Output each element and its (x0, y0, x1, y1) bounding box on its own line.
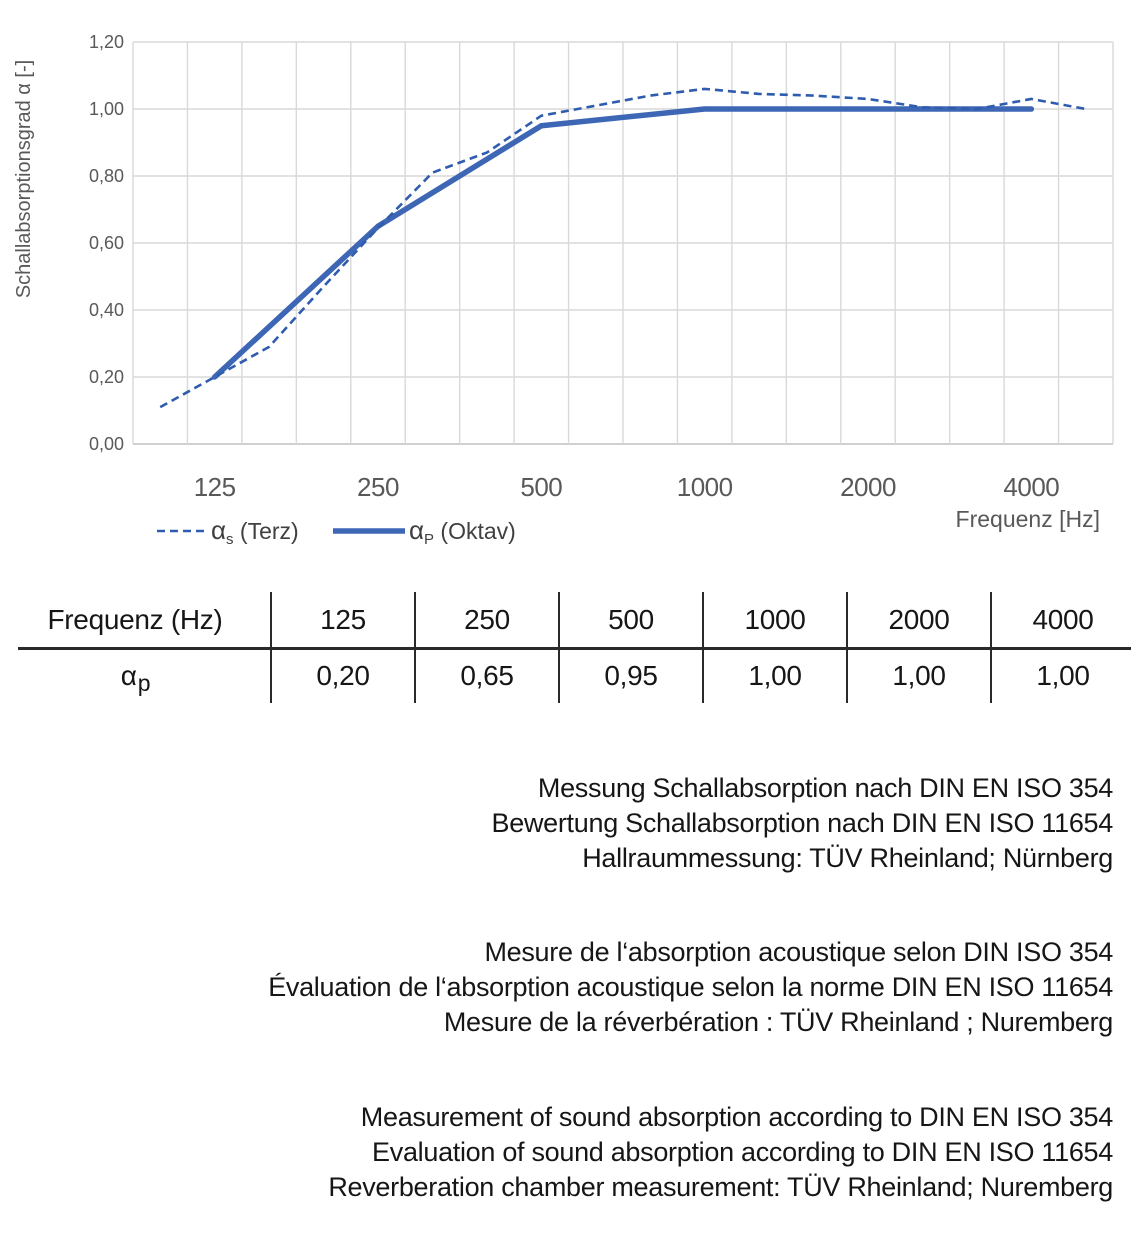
y-tick-label: 0,40 (88, 300, 124, 320)
note-line: Evaluation of sound absorption according to DIN EN ISO 11654 (372, 1137, 1113, 1167)
y-tick-label: 0,60 (88, 233, 124, 253)
table-row-value: 1,00 (702, 648, 846, 703)
note-line: Reverberation chamber measurement: TÜV Rheinland; Nuremberg (328, 1172, 1113, 1202)
y-tick-label: 1,20 (88, 32, 124, 52)
note-line: Mesure de l‘absorption acoustique selon DIN ISO 354 (484, 937, 1113, 967)
x-tick-label: 4000 (1003, 472, 1060, 502)
legend-label: $\alpha_s$ (Terz) (211, 515, 299, 548)
table-row-value: 1,00 (846, 648, 990, 703)
sound-absorption-chart (0, 0, 1135, 565)
x-tick-label: 500 (520, 472, 563, 502)
table-row-value: 0,20 (270, 648, 414, 703)
y-axis-title: Schallabsorptionsgrad α [-] (13, 59, 35, 299)
table-header-rule (18, 647, 1131, 650)
note-block-french (21, 935, 1113, 1040)
y-tick-label: 1,00 (88, 99, 124, 119)
note-line: Hallraummessung: TÜV Rheinland; Nürnberg (582, 843, 1113, 873)
absorption-coefficient-table (0, 592, 1135, 704)
table-row-value: 1,00 (990, 648, 1134, 703)
table-values-row (0, 648, 1135, 703)
note-line: Measurement of sound absorption according to DIN EN ISO 354 (360, 1102, 1113, 1132)
note-block-german (21, 771, 1113, 876)
note-line: Évaluation de l‘absorption acoustique selon la norme DIN EN ISO 11654 (268, 972, 1113, 1002)
y-tick-label: 0,20 (88, 367, 124, 387)
table-header-value: 2000 (846, 592, 990, 648)
table-header-value: 250 (414, 592, 558, 648)
x-tick-label: 1000 (676, 472, 733, 502)
table-header-row (0, 592, 1135, 648)
table-header-value: 1000 (702, 592, 846, 648)
legend-label: $\alpha_P$ (Oktav) (409, 515, 516, 548)
x-tick-label: 2000 (840, 472, 896, 502)
x-axis-title: Frequenz [Hz] (955, 506, 1100, 532)
table-header-value: 125 (270, 592, 414, 648)
table-row-value: 0,95 (558, 648, 702, 703)
note-line: Bewertung Schallabsorption nach DIN EN ISO 11654 (491, 808, 1113, 838)
y-tick-label: 0,80 (88, 166, 124, 186)
note-block-english (21, 1100, 1113, 1205)
note-line: Messung Schallabsorption nach DIN EN ISO 354 (537, 773, 1113, 803)
note-line: Mesure de la réverbération : TÜV Rheinland ; Nuremberg (443, 1007, 1113, 1037)
x-tick-label: 125 (193, 472, 236, 502)
table-row-label-alpha-p: α p (120, 659, 151, 696)
x-tick-label: 250 (357, 472, 399, 502)
table-header-value: 4000 (990, 592, 1134, 648)
y-tick-label: 0,00 (88, 434, 124, 454)
table-header-value: 500 (558, 592, 702, 648)
table-row-value: 0,65 (414, 648, 558, 703)
table-header-frequency: Frequenz (Hz) (47, 604, 223, 635)
